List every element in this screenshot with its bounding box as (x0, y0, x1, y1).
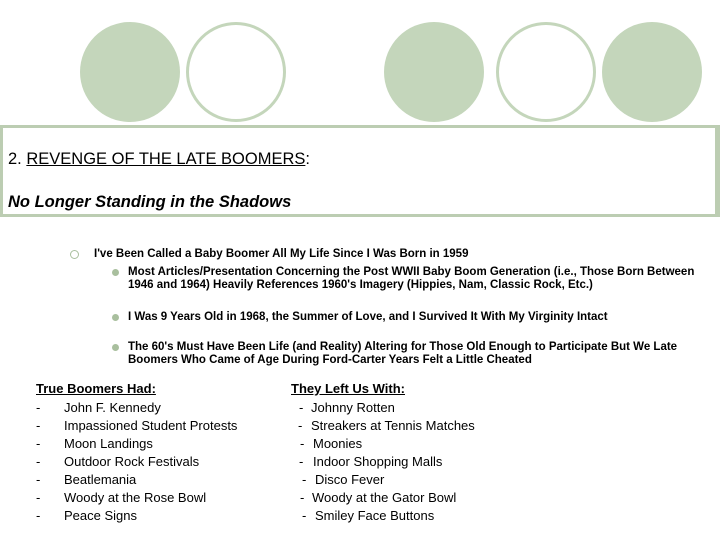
right-dash: - (298, 418, 303, 433)
sub-bullet-text: I Was 9 Years Old in 1968, the Summer of Love, and I Survived It With My Virginity Intact (128, 311, 608, 323)
right-dash: - (300, 436, 305, 451)
title-main: REVENGE OF THE LATE BOOMERS (26, 150, 306, 168)
left-item: Outdoor Rock Festivals (64, 454, 200, 469)
left-item: Peace Signs (64, 508, 137, 523)
right-dash: - (302, 508, 307, 523)
right-dash: - (299, 454, 304, 469)
title-number: 2. (8, 150, 27, 168)
right-item: Moonies (313, 436, 363, 451)
left-dash: - (36, 436, 41, 451)
left-column-header: True Boomers Had: (36, 381, 156, 396)
right-dash: - (300, 490, 305, 505)
sub-bullet-text: Most Articles/Presentation Concerning the Post WWII Baby Boom Generation (i.e., Those Born Between 1946 and 1964) Heavily References 1960's Imagery (Hippies, Nam, Classic Rock, Etc.) (128, 266, 695, 291)
filled-bullet-icon (112, 269, 119, 276)
right-item: Woody at the Gator Bowl (312, 490, 457, 505)
left-dash: - (36, 508, 41, 523)
left-item: Beatlemania (64, 472, 137, 487)
left-dash: - (36, 490, 41, 505)
left-dash: - (36, 418, 41, 433)
right-item: Disco Fever (315, 472, 385, 487)
right-item: Johnny Rotten (311, 400, 395, 415)
left-dash: - (36, 400, 41, 415)
left-item: Woody at the Rose Bowl (64, 490, 207, 505)
slide-subtitle: No Longer Standing in the Shadows (8, 193, 292, 211)
filled-bullet-icon (112, 314, 119, 321)
sub-bullet-text: The 60's Must Have Been Life (and Reality) Altering for Those Old Enough to Participate But We Late Boomers Who Came of Age During Ford-Carter Years Felt a Little Cheated (128, 341, 678, 366)
title-colon: : (305, 150, 310, 168)
main-bullet-text: I've Been Called a Baby Boomer All My Life Since I Was Born in 1959 (94, 248, 469, 260)
left-dash: - (36, 454, 41, 469)
left-item: John F. Kennedy (64, 400, 161, 415)
right-item: Smiley Face Buttons (315, 508, 435, 523)
hollow-bullet-icon (70, 250, 79, 259)
left-item: Impassioned Student Protests (64, 418, 238, 433)
filled-bullet-icon (112, 344, 119, 351)
right-dash: - (302, 472, 307, 487)
right-dash: - (299, 400, 304, 415)
right-column-header: They Left Us With: (291, 381, 405, 396)
left-dash: - (36, 472, 41, 487)
right-item: Streakers at Tennis Matches (311, 418, 475, 433)
right-item: Indoor Shopping Malls (313, 454, 443, 469)
left-item: Moon Landings (64, 436, 153, 451)
